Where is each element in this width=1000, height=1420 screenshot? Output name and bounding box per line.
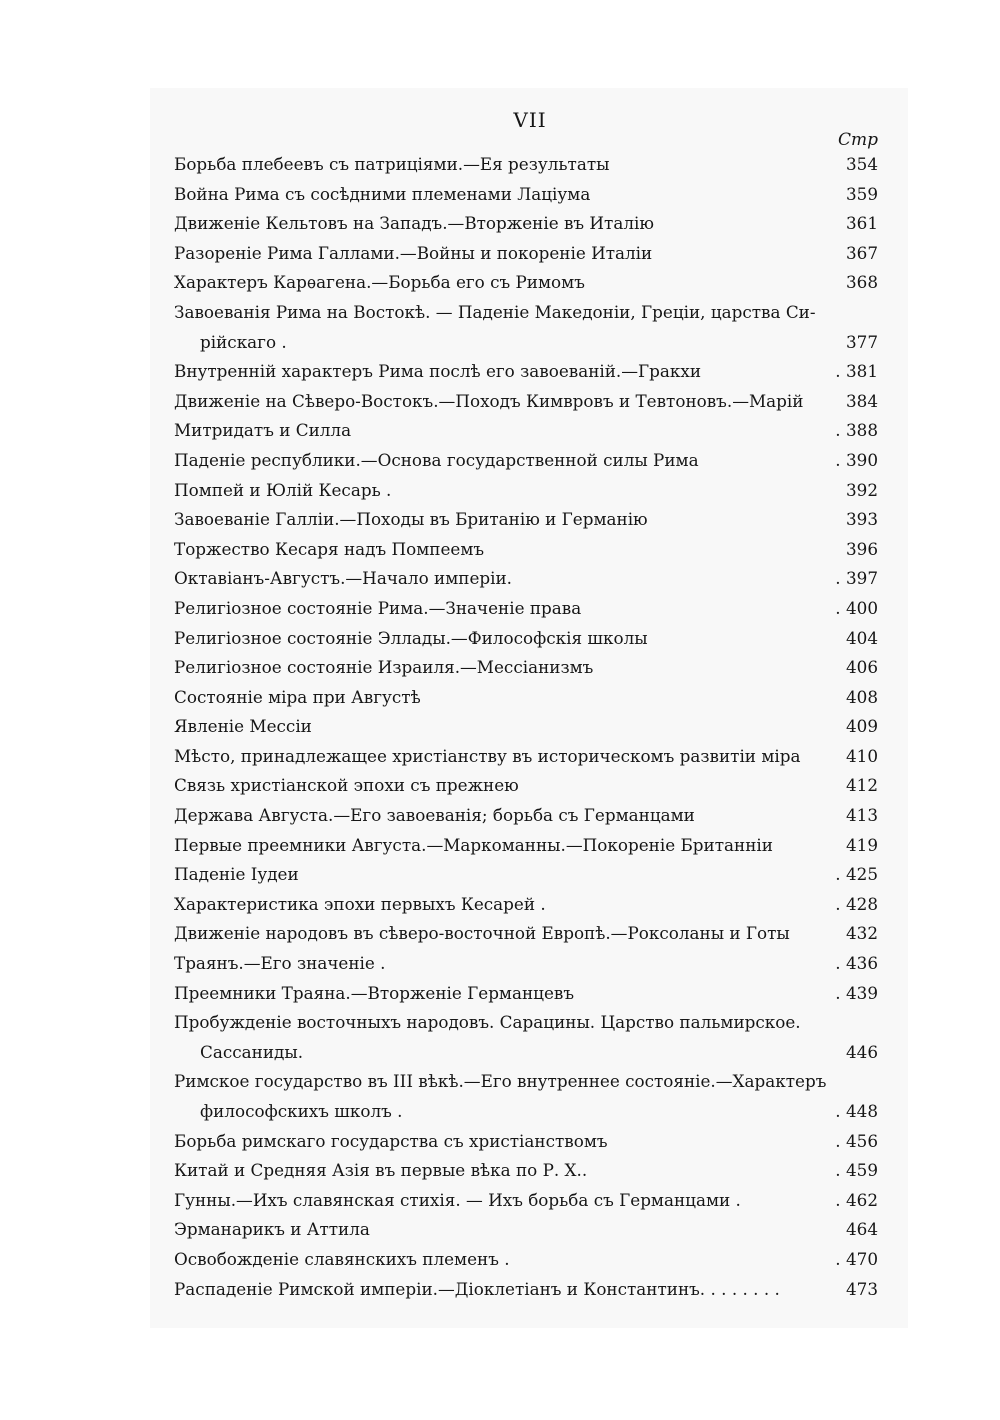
toc-entry-title: Держава Августа.—Его завоеванія; борьба съ Германцами bbox=[174, 805, 695, 826]
toc-entry-page: 384 bbox=[845, 390, 878, 411]
toc-row bbox=[174, 594, 878, 624]
toc-entry-title: Движеніе на Сѣверо-Востокъ.—Походъ Кимвровъ и Тевтоновъ.—Марій bbox=[174, 390, 804, 411]
toc-row bbox=[174, 890, 878, 920]
toc-entry-page: . 470 bbox=[835, 1248, 878, 1269]
toc-row bbox=[174, 535, 878, 565]
toc-entry-title: Эрманарикъ и Аттила bbox=[174, 1219, 370, 1240]
toc-entry-page: 368 bbox=[845, 272, 878, 293]
toc-entry-title: Движеніе Кельтовъ на Западъ.—Вторженіе въ Италію bbox=[174, 213, 654, 234]
toc-entry-title: Китай и Средняя Азія въ первые вѣка по Р. Х.. bbox=[174, 1160, 588, 1181]
toc-entry-page: 432 bbox=[845, 923, 878, 944]
toc-row bbox=[174, 505, 878, 535]
toc-row bbox=[174, 298, 878, 328]
toc-entry-page: 393 bbox=[845, 509, 878, 530]
toc-entry-title: Состояніе міра при Августѣ bbox=[174, 686, 421, 707]
toc-entry-page: . 428 bbox=[835, 893, 878, 914]
page-number: VII bbox=[513, 108, 547, 132]
toc-entry-title: Распаденіе Римской имперіи.—Діоклетіанъ и Константинъ. . . . . . . . bbox=[174, 1278, 780, 1299]
toc-entry-page: 409 bbox=[845, 716, 878, 737]
toc-entry-page: 446 bbox=[845, 1041, 878, 1062]
toc-entry-page: . 425 bbox=[835, 864, 878, 885]
toc-entry-page: 377 bbox=[845, 331, 878, 352]
toc-entry-page: 404 bbox=[845, 627, 878, 648]
toc-entry-page: 354 bbox=[845, 154, 878, 174]
table-of-contents bbox=[174, 150, 878, 1304]
toc-entry-title: Внутренній характеръ Рима послѣ его завоеваній.—Гракхи bbox=[174, 361, 702, 382]
toc-entry-title: Движеніе народовъ въ сѣверо-восточной Европѣ.—Роксоланы и Готы bbox=[174, 923, 790, 944]
toc-entry-title: Борьба плебеевъ съ патриціями.—Ея результаты bbox=[174, 154, 610, 174]
toc-row bbox=[174, 239, 878, 269]
toc-row bbox=[174, 979, 878, 1009]
toc-row bbox=[174, 683, 878, 713]
toc-entry-page: 406 bbox=[845, 657, 878, 678]
toc-entry-title: Религіозное состояніе Израиля.—Мессіанизмъ bbox=[174, 657, 594, 678]
toc-row bbox=[174, 1038, 878, 1068]
toc-row bbox=[174, 712, 878, 742]
toc-entry-title: Римское государство въ III вѣкѣ.—Его внутреннее состояніе.—Характеръ bbox=[174, 1071, 827, 1092]
toc-entry-title: Митридатъ и Силла bbox=[174, 420, 352, 441]
toc-entry-page: . 397 bbox=[835, 568, 878, 589]
toc-row bbox=[174, 476, 878, 506]
toc-row bbox=[174, 801, 878, 831]
toc-row bbox=[174, 919, 878, 949]
toc-row bbox=[174, 1275, 878, 1305]
toc-entry-title: Торжество Кесаря надъ Помпеемъ bbox=[174, 538, 485, 559]
toc-entry-title: Война Рима съ сосѣдними племенами Лаціума bbox=[174, 183, 591, 204]
toc-entry-page: 361 bbox=[845, 213, 878, 234]
toc-row bbox=[174, 387, 878, 417]
toc-entry-page: 396 bbox=[845, 538, 878, 559]
toc-entry-page: 419 bbox=[845, 834, 878, 855]
toc-entry-title: Религіозное состояніе Эллады.—Философскія школы bbox=[174, 627, 648, 648]
toc-row bbox=[174, 1186, 878, 1216]
toc-entry-title: Паденіе Іудеи bbox=[174, 864, 299, 885]
toc-entry-page: 359 bbox=[845, 183, 878, 204]
toc-row bbox=[174, 742, 878, 772]
toc-row bbox=[174, 831, 878, 861]
toc-row bbox=[174, 150, 878, 180]
toc-entry-title: Паденіе республики.—Основа государственной силы Рима bbox=[174, 449, 699, 470]
toc-entry-title: Разореніе Рима Галлами.—Войны и покореніе Италіи bbox=[174, 242, 653, 263]
toc-entry-page: . 462 bbox=[835, 1189, 878, 1210]
toc-entry-page: . 448 bbox=[835, 1101, 878, 1121]
toc-entry-page: 367 bbox=[845, 242, 878, 263]
toc-entry-page: . 456 bbox=[835, 1130, 878, 1151]
toc-entry-title: Преемники Траяна.—Вторженіе Германцевъ bbox=[174, 982, 575, 1003]
toc-entry-title: Помпей и Юлій Кесарь . bbox=[174, 479, 392, 500]
toc-row bbox=[174, 1097, 878, 1127]
toc-entry-title: Первые преемники Августа.—Маркоманны.—Покореніе Британніи bbox=[174, 834, 773, 855]
toc-entry-page: 410 bbox=[845, 745, 878, 766]
toc-row bbox=[174, 624, 878, 654]
toc-row bbox=[174, 1245, 878, 1275]
toc-entry-title: Завоеванія Рима на Востокѣ. — Паденіе Македоніи, Греціи, царства Си- bbox=[174, 301, 816, 322]
toc-row bbox=[174, 771, 878, 801]
toc-entry-page: . 459 bbox=[835, 1160, 878, 1181]
toc-entry-page: . 388 bbox=[835, 420, 878, 441]
toc-entry-title: Пробужденіе восточныхъ народовъ. Сарацины. Царство пальмирское. bbox=[174, 1012, 801, 1033]
toc-entry-title: философскихъ школъ . bbox=[200, 1101, 403, 1121]
toc-entry-page: 413 bbox=[845, 805, 878, 826]
toc-entry-title: Освобожденіе славянскихъ племенъ . bbox=[174, 1248, 510, 1269]
toc-entry-page: 392 bbox=[845, 479, 878, 500]
toc-row bbox=[174, 1067, 878, 1097]
toc-entry-title: рійскаго . bbox=[200, 331, 287, 352]
toc-entry-title: Связь христіанской эпохи съ прежнею bbox=[174, 775, 519, 796]
toc-entry-page: 464 bbox=[845, 1219, 878, 1240]
toc-entry-title: Мѣсто, принадлежащее христіанству въ историческомъ развитіи міра bbox=[174, 745, 801, 766]
toc-entry-page: . 400 bbox=[835, 597, 878, 618]
toc-entry-page: 408 bbox=[845, 686, 878, 707]
toc-entry-page: 473 bbox=[845, 1278, 878, 1299]
toc-entry-title: Борьба римскаго государства съ христіанствомъ bbox=[174, 1130, 608, 1151]
toc-row bbox=[174, 564, 878, 594]
toc-row bbox=[174, 653, 878, 683]
toc-row bbox=[174, 446, 878, 476]
toc-row bbox=[174, 268, 878, 298]
toc-row bbox=[174, 209, 878, 239]
toc-row bbox=[174, 949, 878, 979]
toc-entry-title: Октавіанъ-Августъ.—Начало имперіи. bbox=[174, 568, 513, 589]
toc-row bbox=[174, 328, 878, 358]
toc-row bbox=[174, 1215, 878, 1245]
toc-entry-title: Завоеваніе Галліи.—Походы въ Британію и Германію bbox=[174, 509, 648, 530]
toc-row bbox=[174, 1127, 878, 1157]
toc-row bbox=[174, 1008, 878, 1038]
toc-entry-title: Сассаниды. bbox=[200, 1041, 304, 1062]
toc-row bbox=[174, 180, 878, 210]
toc-entry-title: Гунны.—Ихъ славянская стихія. — Ихъ борьба съ Германцами . bbox=[174, 1189, 741, 1210]
toc-entry-page: . 381 bbox=[835, 361, 878, 382]
toc-row bbox=[174, 860, 878, 890]
toc-entry-page: . 390 bbox=[835, 449, 878, 470]
toc-entry-page: 412 bbox=[845, 775, 878, 796]
toc-entry-title: Религіозное состояніе Рима.—Значеніе права bbox=[174, 597, 582, 618]
toc-entry-page: . 436 bbox=[835, 953, 878, 974]
toc-row bbox=[174, 416, 878, 446]
toc-entry-title: Явленіе Мессіи bbox=[174, 716, 312, 737]
toc-entry-title: Характеръ Карѳагена.—Борьба его съ Римомъ bbox=[174, 272, 585, 293]
toc-entry-title: Траянъ.—Его значеніе . bbox=[174, 953, 386, 974]
toc-row bbox=[174, 1156, 878, 1186]
toc-row bbox=[174, 357, 878, 387]
toc-entry-page: . 439 bbox=[835, 982, 878, 1003]
page-column-label: Стр bbox=[837, 130, 878, 150]
toc-entry-title: Характеристика эпохи первыхъ Кесарей . bbox=[174, 893, 546, 914]
